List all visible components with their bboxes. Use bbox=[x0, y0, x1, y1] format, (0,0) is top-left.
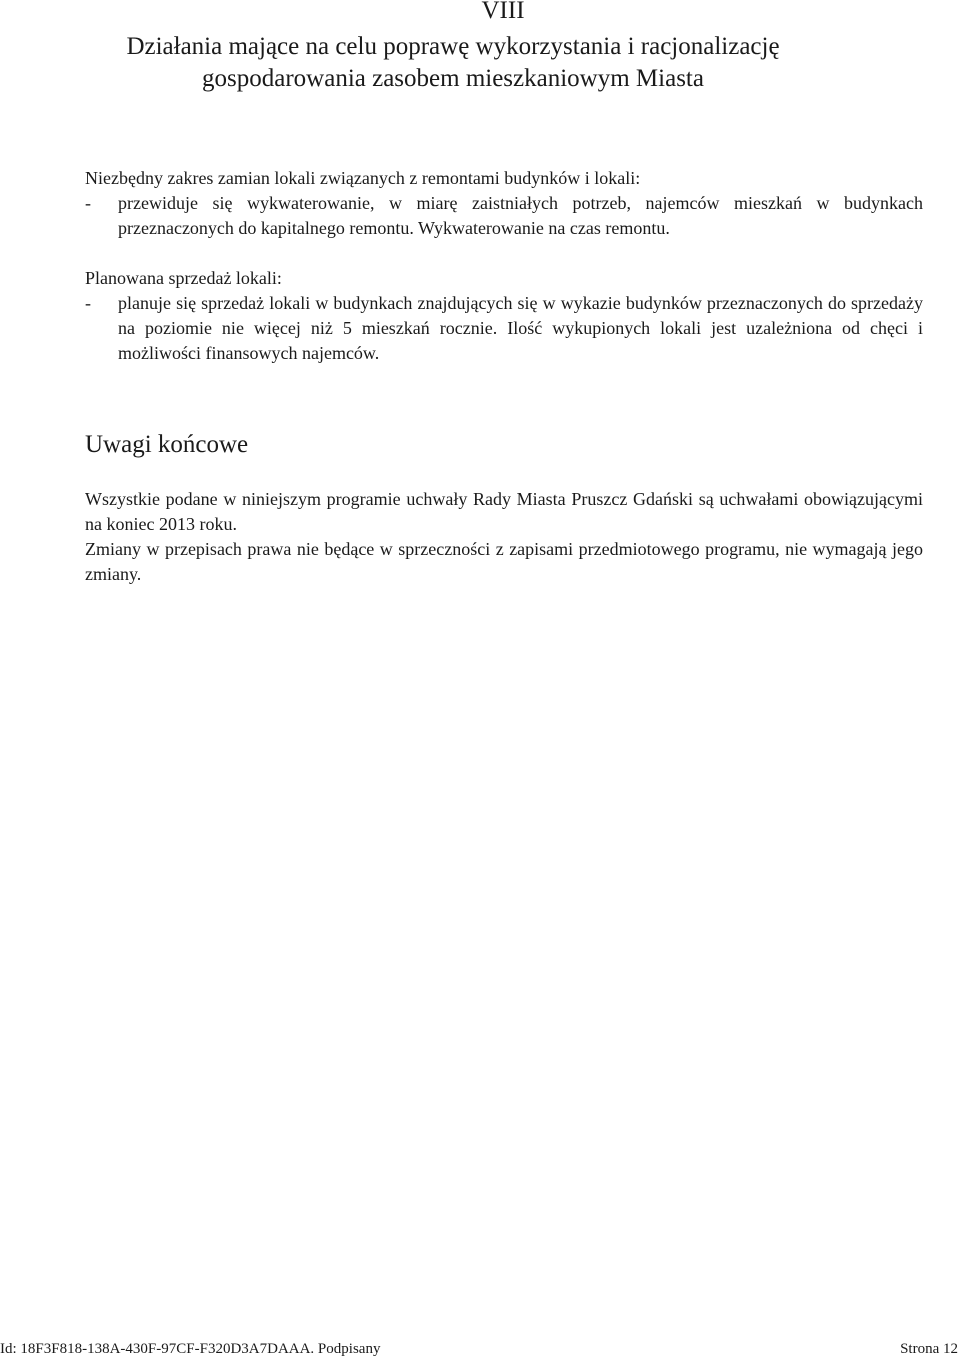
chapter-title-line-2: gospodarowania zasobem mieszkaniowym Miasta bbox=[202, 65, 704, 92]
bullet-dash: - bbox=[85, 293, 91, 313]
closing-paragraph-2: Zmiany w przepisach prawa nie będące w sprzeczności z zapisami przedmiotowego programu, nie wymagają jego zmiany. bbox=[85, 539, 923, 584]
sales-heading: Planowana sprzedaż lokali: bbox=[85, 268, 282, 288]
bullet-dash: - bbox=[85, 193, 91, 213]
closing-paragraph-1: Wszystkie podane w niniejszym programie uchwały Rady Miasta Pruszcz Gdański są uchwałami obowiązującymi na koniec 2013 roku. bbox=[85, 489, 923, 534]
closing-heading: Uwagi końcowe bbox=[85, 431, 249, 458]
chapter-number: VIII bbox=[481, 0, 525, 24]
sales-bullet bbox=[85, 291, 923, 366]
chapter-title-line-1: Działania mające na celu poprawę wykorzystania i racjonalizację bbox=[126, 33, 780, 60]
exchanges-bullet-text: przewiduje się wykwaterowanie, w miarę zaistniałych potrzeb, najemców mieszkań w budynkach przeznaczonych do kapitalnego remontu. Wykwaterowanie na czas remontu. bbox=[118, 193, 923, 238]
footer-page-number: Strona 12 bbox=[900, 1341, 958, 1357]
chapter-title bbox=[0, 31, 906, 95]
footer-document-id: Id: 18F3F818-138A-430F-97CF-F320D3A7DAAA. Podpisany bbox=[0, 1341, 381, 1357]
exchanges-heading: Niezbędny zakres zamian lokali związanych z remontami budynków i lokali: bbox=[85, 168, 641, 188]
exchanges-bullet bbox=[85, 191, 923, 241]
sales-bullet-text: planuje się sprzedaż lokali w budynkach znajdujących się w wykazie budynków przeznaczonych do sprzedaży na poziomie nie więcej niż 5 mieszkań rocznie. Ilość wykupionych lokali jest uzależniona od chęci i możliwości finansowych najemców. bbox=[118, 293, 923, 363]
